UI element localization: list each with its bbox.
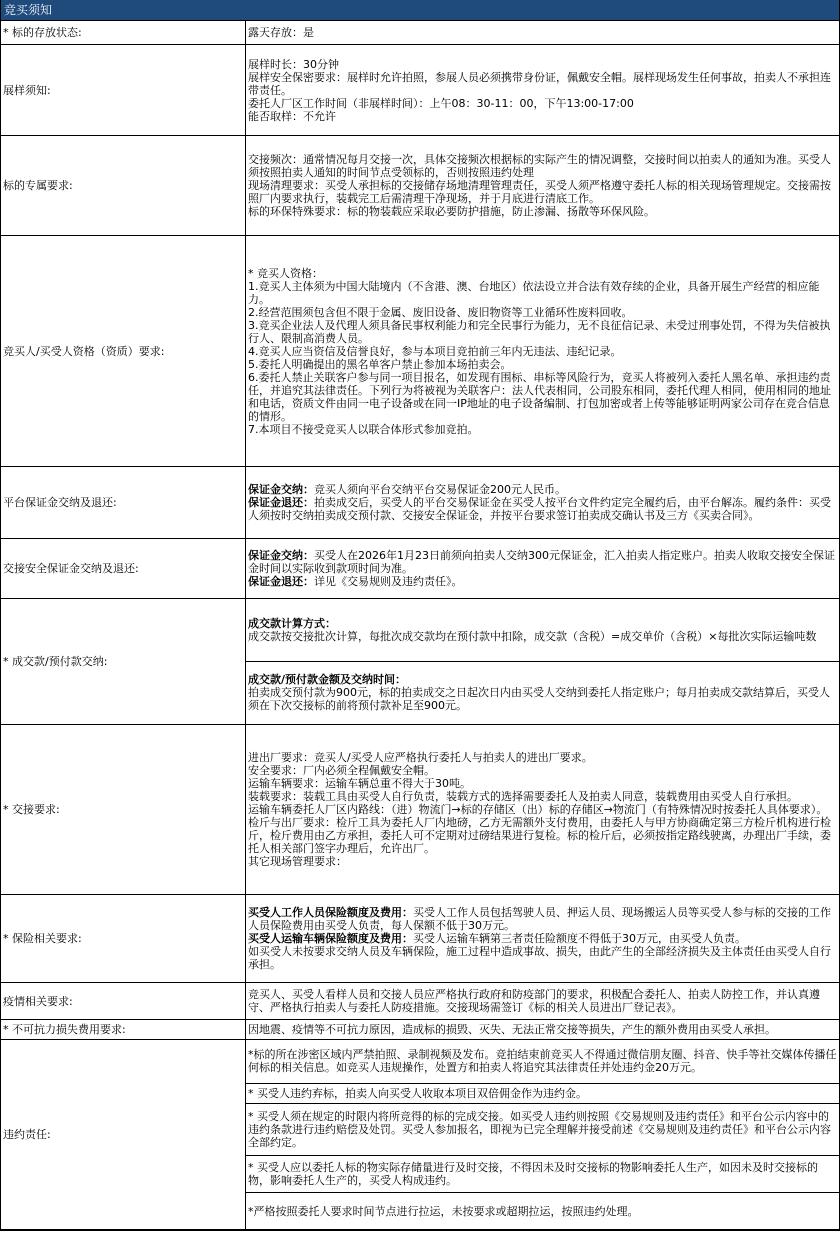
value-line: 其它现场管理要求：	[248, 855, 347, 868]
item-heading: 保证金退还：	[248, 575, 314, 588]
sub-block	[246, 662, 839, 724]
row-label: * 标的存放状态:	[1, 21, 246, 45]
panel-title: 竞买须知	[1, 0, 839, 20]
value-line: 装载要求：装载工具由买受人自行负责，装载方式的选择需要委托人及拍卖人同意，装载费用由买受人自行承担。	[248, 790, 798, 803]
value-line	[248, 483, 837, 496]
row-payment	[1, 599, 840, 725]
row-value	[246, 21, 840, 45]
row-breach	[1, 1040, 840, 1230]
value-line: 2.经营范围须包含但不限于金属、废旧设备、废旧物资等工业循环性废料回收。	[248, 305, 633, 319]
row-force-majeure	[1, 1020, 840, 1040]
value-line: 5.委托人明确提出的黑名单客户禁止参加本场拍卖会。	[248, 357, 512, 371]
row-value	[246, 236, 840, 467]
value-line	[248, 549, 837, 575]
row-label: * 保险相关要求:	[1, 895, 246, 983]
row-value	[246, 895, 840, 983]
value-line: 1.竞买人主体须为中国大陆境内（不含港、澳、台地区）依法设立并合法有效存续的企业，具备开展生产经营的相应能力。	[248, 279, 820, 306]
value-line: 如买受人未按要求交纳人员及车辆保险，施工过程中造成事故、损失，由此产生的全部经济损失及主体责任由买受人自行承担。	[248, 945, 831, 971]
item-heading: 保证金交纳：	[248, 483, 314, 496]
row-label: 展样须知:	[1, 45, 246, 136]
block-text: 拍卖成交预付款为900元，标的拍卖成交之日起次日内由买受人交纳到委托人指定账户；每月拍卖成交款结算后，买受人须在下次交接标的前将预付款补足至900元。	[248, 686, 830, 713]
breach-clause: * 买受人须在规定的时限内将所竞得的标的完成交接。如买受人违约则按照《交易规则及违约责任》和平台公示内容中的违约条款进行违约赔偿及处罚。买受人参加报名，即视为已完全理解并接受前述《交易规则及违约责任》和平台公示内容全部约定。	[246, 1104, 839, 1156]
row-label: * 成交款/预付款交纳:	[1, 599, 246, 725]
value-line	[248, 932, 837, 945]
row-platform-deposit	[1, 467, 840, 539]
row-value	[246, 725, 840, 895]
value-line: 因地震、疫情等不可抗力原因，造成标的损毁、灭失、无法正常交接等损失，产生的额外费用由买受人承担。	[248, 1023, 776, 1036]
row-value	[246, 136, 840, 236]
item-heading: 保证金交纳：	[248, 549, 314, 562]
row-label: 违约责任:	[1, 1040, 246, 1230]
value-line: 展样安全保密要求：展样时允许拍照，参展人员必须携带身份证，佩戴安全帽。展样现场发生任何事故，拍卖人不承担连带责任。	[248, 70, 831, 97]
value-line	[248, 496, 837, 522]
block-heading: 成交款计算方式：	[248, 617, 336, 631]
payment-subtable	[246, 600, 839, 724]
breach-clause: *标的所在涉密区域内严禁拍照、录制视频及发布。竞拍结束前竞买人不得通过微信朋友圈、抖音、快手等社交媒体传播任何标的相关信息。如竞买人违规操作，处置方和拍卖人将追究其法律责任并处违约金20万元。	[246, 1040, 839, 1084]
value-line: 运输车辆要求：运输车辆总重不得大于30吨。	[248, 777, 471, 790]
item-text: 详见《交易规则及违约责任》。	[314, 575, 463, 588]
value-line: 竞买人、买受人看样人员和交接人员应严格执行政府和防疫部门的要求，积极配合委托人、拍卖人防控工作，并认真遵守、严格执行拍卖人与委托人防疫措施。交接现场需签订《标的相关人员进出厂登记表》。	[248, 988, 820, 1014]
value-line: 4.竞买人应当资信及信誉良好，参与本项目竞拍前三年内无违法、违纪记录。	[248, 344, 622, 358]
notice-table	[0, 20, 840, 1230]
value-line: 6.委托人禁止关联客户参与同一项目报名，如发现有围标、串标等风险行为，竞买人将被列入委托人黑名单、承担违约责任，并追究其法律责任。下列行为将被视为关联客户：法人代表相同，公司股东相同，委托代理人相同，使用相同的地址和电话，资质文件由同一电子设备或在同一IP地址的电子设备编制、打包加密或者上传等能够证明两家公司存在竞合信息的情形。	[248, 370, 831, 423]
breach-clause: * 买受人应以委托人标的物实际存储量进行及时交接，不得因未及时交接标的物影响委托人生产，如因未及时交接标的物，影响委托人生产的，买受人构成违约。	[246, 1156, 839, 1193]
value-line: 进出厂要求：竞买人/买受人应严格执行委托人与拍卖人的进出厂要求。	[248, 751, 593, 764]
item-text: 买受人运输车辆第三者责任险额度不得低于30万元，由买受人负责。	[413, 932, 746, 945]
row-value	[246, 467, 840, 539]
value-line: 展样时长：30分钟	[248, 57, 339, 71]
row-label: * 交接要求:	[1, 725, 246, 895]
breach-clause: *严格按照委托人要求时间节点进行拉运，未按要求或超期拉运，按照违约处理。	[248, 1204, 639, 1218]
value-line	[248, 906, 837, 932]
item-text: 买受人工作人员包括驾驶人员、押运人员、现场搬运人员等买受人参与标的交接的工作人员保险费用由买受人负责，每人保额不低于30万元。	[248, 906, 831, 932]
row-qualification	[1, 236, 840, 467]
row-insurance	[1, 895, 840, 983]
value-line: * 竞买人资格：	[248, 266, 323, 280]
item-text: 拍卖成交后，买受人的平台交易保证金在买受人按平台文件约定完全履约后，由平台解冻。履约条件：买受人须按时交纳拍卖成交预付款、交接安全保证金，并按平台要求签订拍卖成交确认书及三方《买卖合同》。	[248, 496, 831, 522]
row-value	[246, 1040, 840, 1230]
value-line: 露天存放：是	[248, 26, 314, 39]
value-line: 安全要求：厂内必须全程佩戴安全帽。	[248, 764, 435, 777]
item-text: 竞买人须向平台交纳平台交易保证金200元人民币。	[314, 483, 566, 496]
value-line: 3.竞买企业法人及代理人须具备民事权利能力和完全民事行为能力，无不良征信记录、未受过刑事处罚，不得为失信被执行人、限制高消费人员。	[248, 318, 831, 345]
value-line: 检斤与出厂要求：检斤工具为委托人厂内地磅，乙方无需额外支付费用，由委托人与甲方协商确定第三方检斤机构进行检斤，检斤费用由乙方承担，委托人可不定期对过磅结果进行复检。标的检斤后，必须按指定路线驶离，办理出厂手续，委托人相关部门签字办理后，允许出厂。	[248, 816, 831, 855]
block-text: 成交款按交接批次计算，每批次成交款均在预付款中扣除，成交款（含税）=成交单价（含税）×每批次实际运输吨数	[248, 630, 817, 644]
item-heading: 买受人运输车辆保险额度及费用：	[248, 932, 413, 945]
breach-subtable	[246, 1040, 839, 1230]
item-heading: 保证金退还：	[248, 496, 314, 509]
row-storage	[1, 21, 840, 45]
row-value	[246, 1020, 840, 1040]
row-label: 交接安全保证金交纳及退还:	[1, 539, 246, 599]
row-value	[246, 539, 840, 599]
value-line	[248, 575, 837, 588]
value-line: 运输车辆委托人厂区内路线：（进）物流门→标的存储区（出）标的存储区→物流门（有特殊情况时按委托人具体要求）。	[248, 803, 828, 816]
row-label: * 不可抗力损失费用要求:	[1, 1020, 246, 1040]
row-value	[246, 983, 840, 1020]
sub-block	[246, 600, 839, 662]
value-line: 标的环保特殊要求：标的物装载应采取必要防护措施，防止渗漏、扬散等环保风险。	[248, 205, 655, 218]
row-viewing	[1, 45, 840, 136]
row-value	[246, 599, 840, 725]
value-line: 能否取样：不允许	[248, 109, 336, 123]
row-value	[246, 45, 840, 136]
row-handover-deposit	[1, 539, 840, 599]
item-text: 买受人在2026年1月23日前须向拍卖人交纳300元保证金，汇入拍卖人指定账户。拍卖人收取交接安全保证金时间以实际收到款项时间为准。	[248, 549, 835, 575]
block-heading: 成交款/预付款金额及交纳时间：	[248, 673, 407, 687]
value-line: 7.本项目不接受竞买人以联合体形式参加竞拍。	[248, 422, 479, 436]
value-line: 交接频次：通常情况每月交接一次，具体交接频次根据标的实际产生的情况调整，交接时间以拍卖人的通知为准。买受人须按照拍卖人通知的时间节点受领标的，否则按照违约处理	[248, 153, 831, 179]
row-label: 标的专属要求:	[1, 136, 246, 236]
value-line: 委托人厂区工作时间（非展样时间）：上午08：30-11：00，下午13:00-17:00	[248, 96, 634, 110]
breach-clause: * 买受人违约弃标，拍卖人向买受人收取本项目双倍佣金作为违约金。	[246, 1084, 839, 1104]
row-epidemic	[1, 983, 840, 1020]
row-label: 平台保证金交纳及退还:	[1, 467, 246, 539]
row-special-requirements	[1, 136, 840, 236]
row-label: 竞买人/买受人资格（资质）要求:	[1, 236, 246, 467]
item-heading: 买受人工作人员保险额度及费用：	[248, 906, 413, 919]
row-handover-requirements	[1, 725, 840, 895]
row-label: 疫情相关要求:	[1, 983, 246, 1020]
value-line: 现场清理要求：买受人承担标的交接储存场地清理管理责任，买受人须严格遵守委托人标的相关现场管理规定。交接需按照厂内要求执行，装载完工后需清理干净现场，并于月底进行清底工作。	[248, 179, 831, 205]
